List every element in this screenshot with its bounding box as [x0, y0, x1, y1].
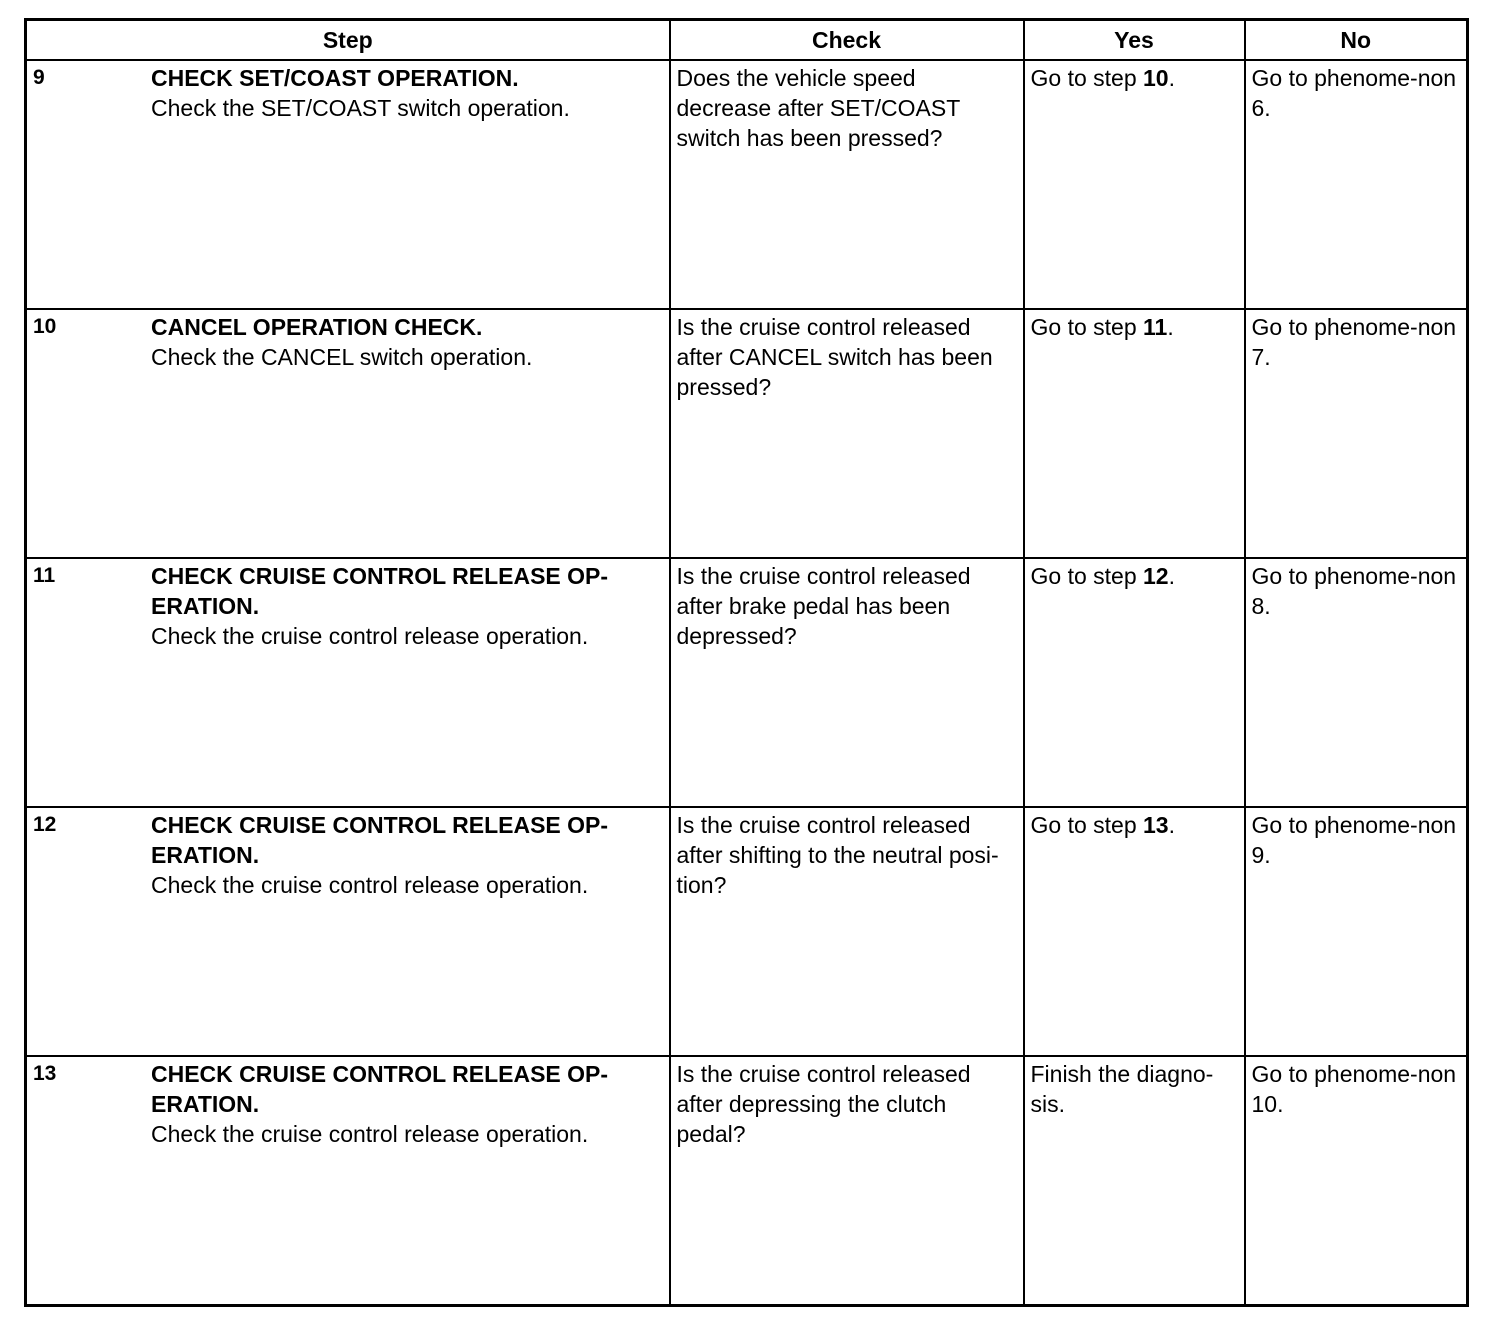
yes-cell — [1024, 60, 1245, 309]
check-cell — [670, 309, 1024, 558]
step-description: Check the cruise control release operation. — [151, 623, 589, 649]
yes-text-prefix: Go to step — [1030, 812, 1144, 838]
table-row — [26, 558, 1468, 807]
check-cell — [670, 807, 1024, 1056]
step-description: Check the CANCEL switch operation. — [151, 344, 533, 370]
yes-text-prefix: Go to step — [1030, 65, 1144, 91]
header-row — [26, 20, 1468, 61]
check-text: Is the cruise control released after shifting to the neutral posi-tion? — [676, 812, 999, 898]
header-yes: Yes — [1024, 20, 1245, 61]
step-title: CANCEL OPERATION CHECK. — [151, 314, 483, 340]
step-title: CHECK CRUISE CONTROL RELEASE OP-ERATION. — [151, 812, 609, 868]
check-cell — [670, 1056, 1024, 1305]
no-text: Go to phenome-non 7. — [1251, 314, 1457, 370]
step-cell — [26, 60, 670, 309]
no-text: Go to phenome-non 10. — [1251, 1061, 1457, 1117]
yes-text-suffix: . — [1167, 314, 1174, 340]
table-row — [26, 60, 1468, 309]
table-body — [26, 60, 1468, 1305]
step-cell — [26, 807, 670, 1056]
step-cell — [26, 558, 670, 807]
step-number: 13 — [33, 1062, 57, 1085]
step-number: 10 — [33, 315, 57, 338]
check-text: Does the vehicle speed decrease after SET/COAST switch has been pressed? — [676, 65, 960, 151]
yes-cell — [1024, 1056, 1245, 1305]
table-header — [26, 20, 1468, 61]
no-text: Go to phenome-non 6. — [1251, 65, 1457, 121]
no-cell — [1245, 807, 1468, 1056]
yes-cell — [1024, 807, 1245, 1056]
yes-step-ref: 13 — [1143, 812, 1169, 838]
no-cell — [1245, 1056, 1468, 1305]
no-text: Go to phenome-non 8. — [1251, 563, 1457, 619]
yes-text-prefix: Go to step — [1030, 314, 1144, 340]
step-description: Check the SET/COAST switch operation. — [151, 95, 570, 121]
check-text: Is the cruise control released after CANCEL switch has been pressed? — [676, 314, 993, 400]
yes-step-ref: 11 — [1143, 314, 1168, 340]
yes-text-suffix: . — [1168, 563, 1175, 589]
step-number: 11 — [33, 564, 56, 587]
step-cell — [26, 309, 670, 558]
yes-text-suffix: . — [1168, 65, 1175, 91]
yes-cell — [1024, 309, 1245, 558]
yes-step-ref: 12 — [1143, 563, 1169, 589]
no-text: Go to phenome-non 9. — [1251, 812, 1457, 868]
step-description: Check the cruise control release operation. — [151, 1121, 589, 1147]
yes-text-suffix: . — [1168, 812, 1175, 838]
check-cell — [670, 558, 1024, 807]
diagnosis-table — [24, 18, 1469, 1307]
yes-text-prefix: Finish the diagno-sis. — [1030, 1061, 1214, 1117]
step-cell — [26, 1056, 670, 1305]
check-cell — [670, 60, 1024, 309]
step-number: 12 — [33, 813, 57, 836]
step-title: CHECK CRUISE CONTROL RELEASE OP-ERATION. — [151, 563, 609, 619]
header-step: Step — [26, 20, 670, 61]
check-text: Is the cruise control released after brake pedal has been depressed? — [676, 563, 971, 649]
no-cell — [1245, 309, 1468, 558]
step-title: CHECK SET/COAST OPERATION. — [151, 65, 519, 91]
yes-text-prefix: Go to step — [1030, 563, 1144, 589]
table-row — [26, 807, 1468, 1056]
step-description: Check the cruise control release operation. — [151, 872, 589, 898]
yes-step-ref: 10 — [1143, 65, 1169, 91]
table-row — [26, 309, 1468, 558]
yes-cell — [1024, 558, 1245, 807]
no-cell — [1245, 60, 1468, 309]
no-cell — [1245, 558, 1468, 807]
table-row — [26, 1056, 1468, 1305]
step-number: 9 — [33, 66, 45, 89]
header-no: No — [1245, 20, 1468, 61]
header-check: Check — [670, 20, 1024, 61]
step-title: CHECK CRUISE CONTROL RELEASE OP-ERATION. — [151, 1061, 609, 1117]
check-text: Is the cruise control released after depressing the clutch pedal? — [676, 1061, 971, 1147]
